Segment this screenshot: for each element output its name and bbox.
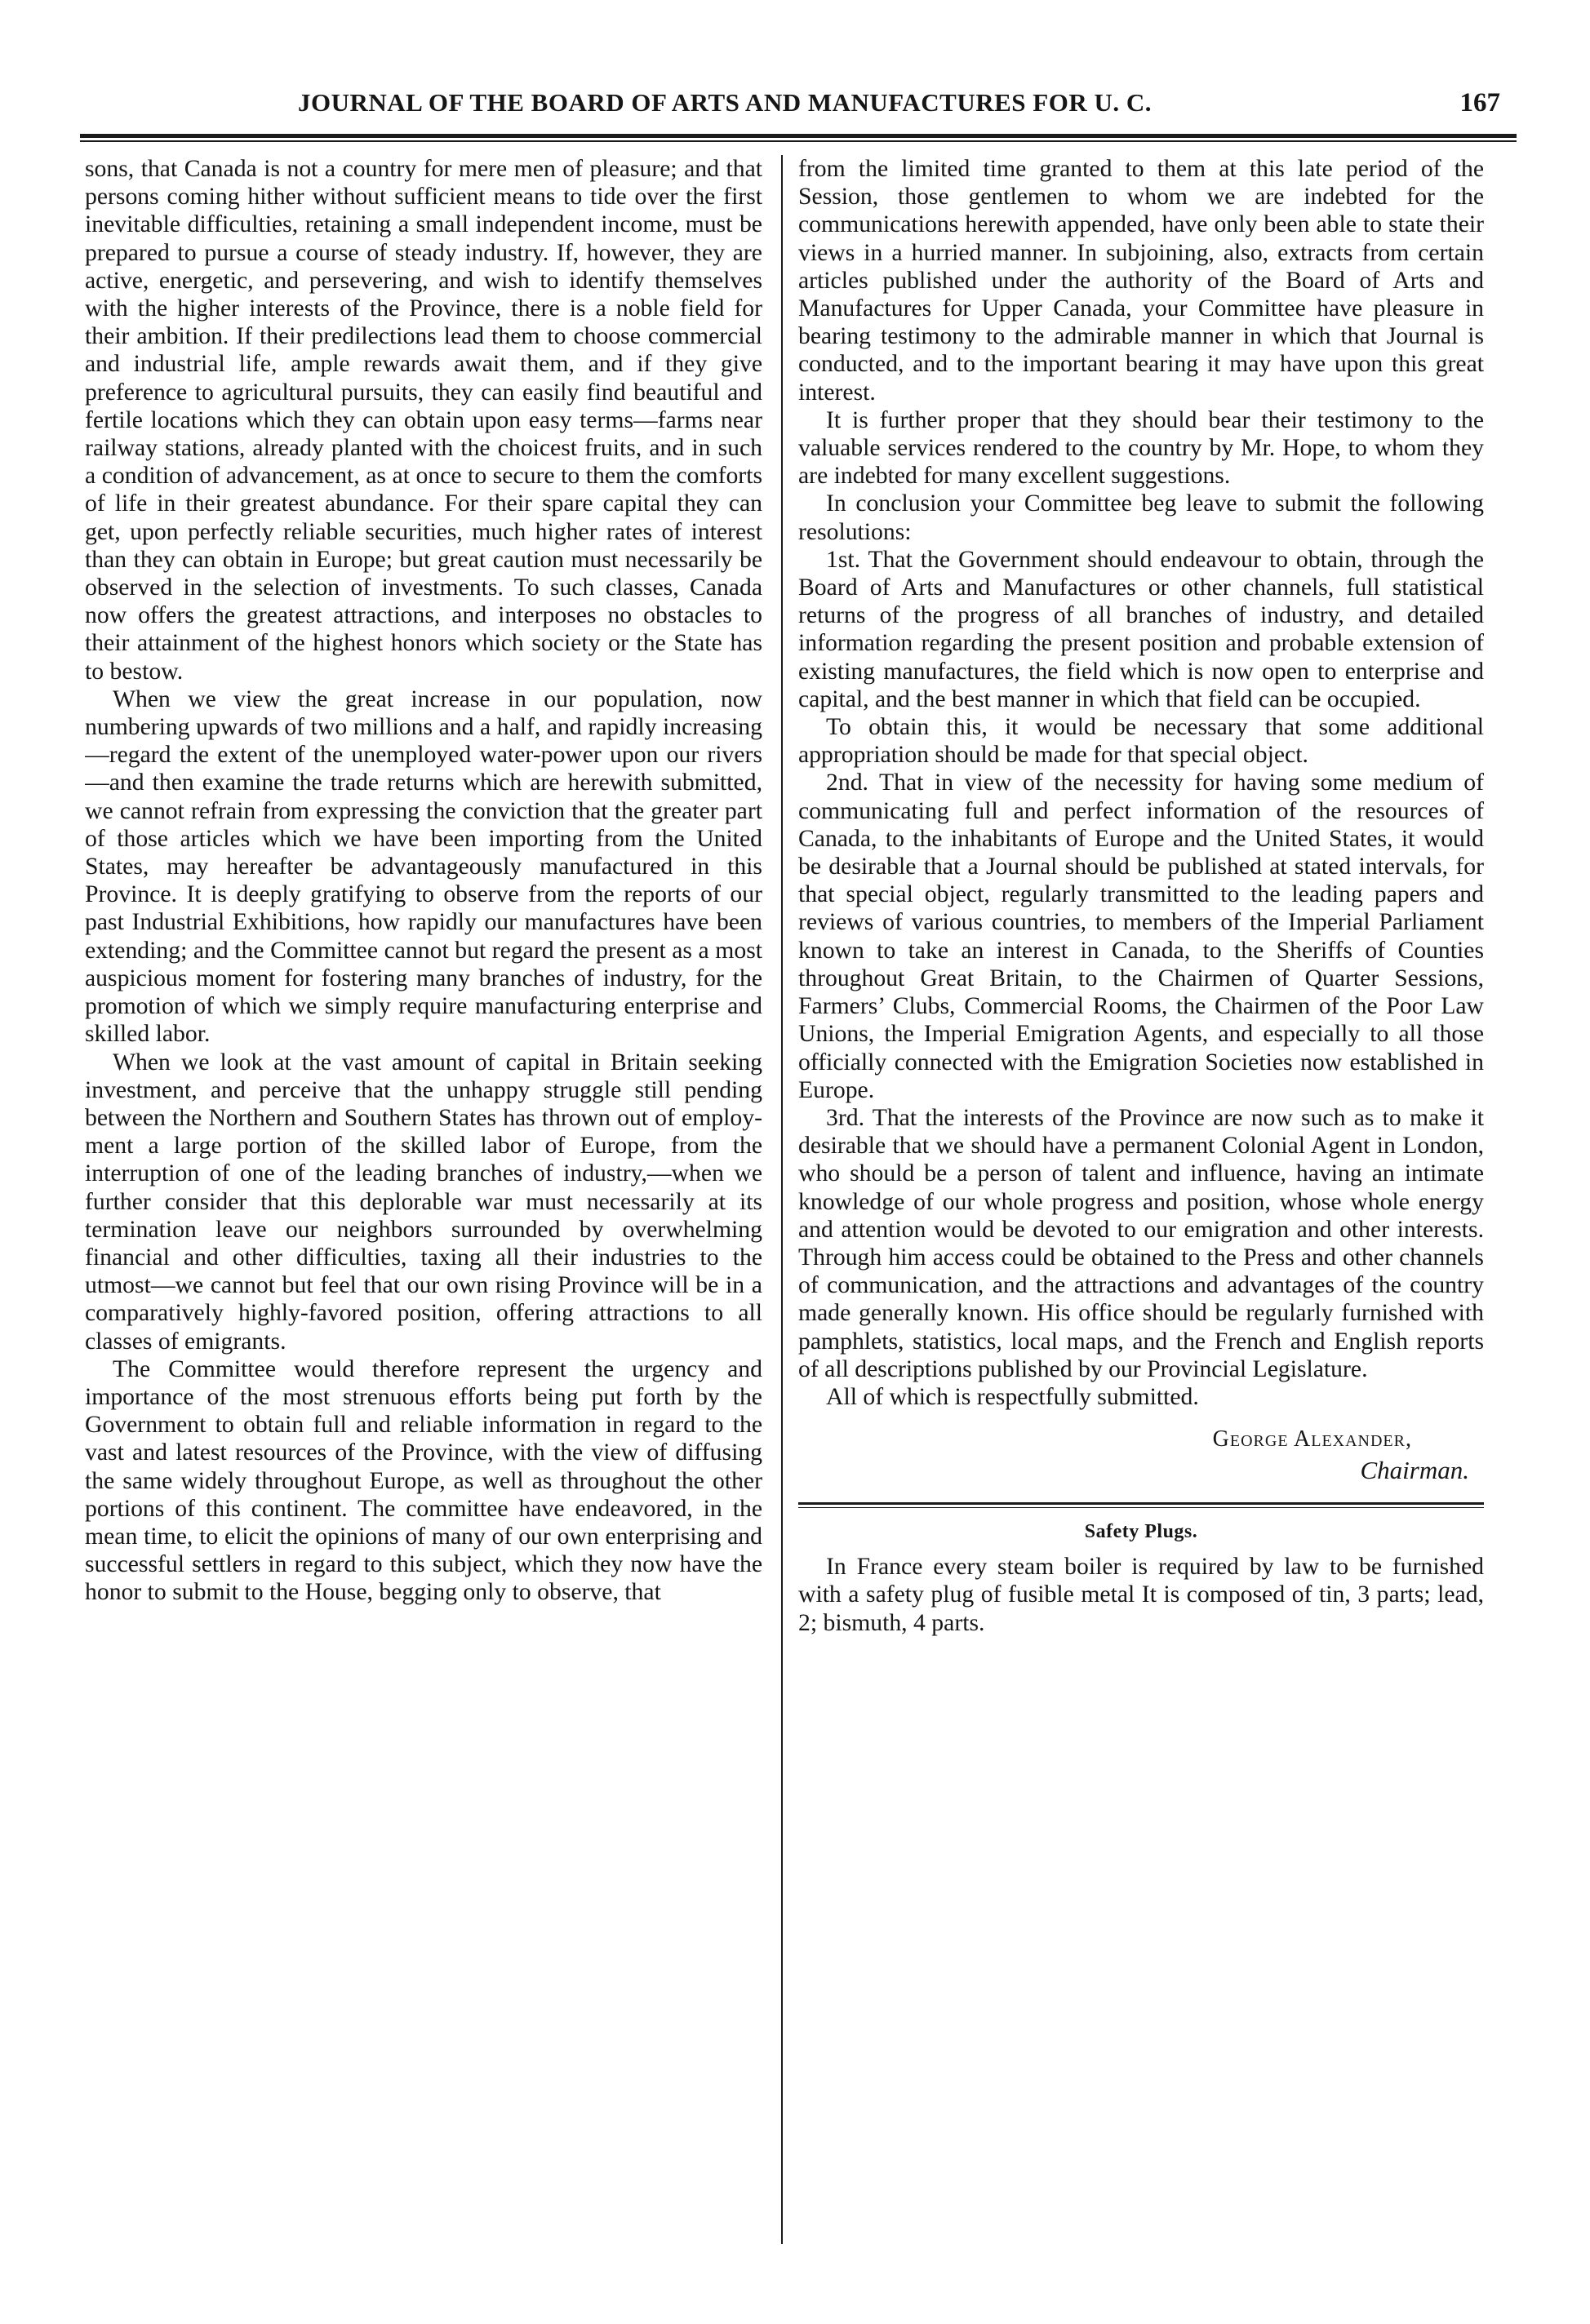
- section-paragraph: In France every steam boiler is required by law to be furnished with a safety plug of fusible metal It is composed of tin, 3 parts; lead, 2; bismuth, 4 parts.: [798, 1554, 1484, 1636]
- right-column: [798, 155, 1484, 2252]
- paragraph: To obtain this, it would be necessary that some additional appropriation should be made for that special object.: [798, 714, 1484, 769]
- left-column: [85, 155, 762, 2252]
- signature-title: Chairman.: [1360, 1456, 1469, 1485]
- paragraph: It is further proper that they should bear their testimony to the valuable services rendered to the country by Mr. Hope, to whom they are indebted for many excellent suggestions.: [798, 406, 1484, 490]
- section-divider: [798, 1502, 1484, 1508]
- signature-name: George Alexander,: [1212, 1426, 1412, 1452]
- paragraph: When we look at the vast amount of capital in Britain seeking investment, and perceive that the unhappy struggle still pending between the Northern and Southern States has thrown out of employment a large portion of the skilled labor of Europe, from the interruption of one of the leading branches of industry,—when we further consider that this deplorable war must necessarily at its termination leave our neighbors surrounded by overwhelming financial and other difficulties, taxing all their industries to the utmost—we cannot but feel that our own rising Province will be in a comparatively highly-favored position, offering attractions to all classes of emigrants.: [85, 1049, 762, 1355]
- paragraph: from the limited time granted to them at this late period of the Session, those gentlemen to whom we are indebted for the communications herewith appended, have only been able to state their views in a hurried manner. In subjoining, also, extracts from certain articles published under the authority of the Board of Arts and Manufactures for Upper Canada, your Committee have pleasure in bearing testimony to the admirable manner in which that Journal is conducted, and to the important bearing it may have upon this great interest.: [798, 156, 1484, 406]
- resolution-second: 2nd. That in view of the necessity for having some medium of communicating full and perfect information of the resources of Canada, to the inhabitants of Europe and the United States, it would be desirable that a Journal should be published at stated intervals, for that special object, regularly transmitted to the leading papers and reviews of various countries, to members of the Imperial Parliament known to take an interest in Canada, to the Sheriffs of Counties throughout Great Britain, to the Chairmen of Quarter Sessions, Farmers’ Clubs, Commercial Rooms, the Chairmen of the Poor Law Unions, the Imperial Emigration Agents, and especially to all those officially connected with the Emigration Societies now established in Europe.: [798, 769, 1484, 1103]
- paragraph: sons, that Canada is not a country for mere men of pleasure; and that persons coming hither without sufficient means to tide over the first inevitable difficulties, retaining a small independent income, must be prepared to pursue a course of steady industry. If, however, they are active, energetic, and persevering, and wish to identify themselves with the higher interests of the Province, there is a noble field for their ambition. If their predilections lead them to choose commercial and industrial life, ample rewards await them, and if they give preference to agricultural pursuits, they can easily find beautiful and fertile locations which they can obtain upon easy terms—farms near railway stations, already planted with the choicest fruits, and in such a condition of advancement, as at once to secure to them the comforts of life in their greatest abundance. For their spare capital they can get, upon perfectly reliable securities, much higher rates of interest than they can obtain in Europe; but great caution must necessarily be observed in the selection of investments. To such classes, Canada now offers the greatest attractions, and interposes no obstacles to their attainment of the highest honors which society or the State has to bestow.: [85, 156, 762, 685]
- page-number: 167: [1459, 88, 1500, 118]
- header-rule-thick: [80, 134, 1517, 138]
- page-header: [80, 78, 1517, 131]
- paragraph: In conclusion your Committee beg leave to submit the following resolutions:: [798, 490, 1484, 545]
- paragraph: The Committee would therefore represent the urgency and importance of the most strenuous efforts being put forth by the Government to obtain full and reliable information in regard to the vast and latest resources of the Province, with the view of diffusing the same widely throughout Europe, as well as throughout the other portions of this continent. The committee have endeavored, in the mean time, to elicit the opinions of many of our own enterprising and successful settlers in regard to this subject, which they now have the honor to submit to the House, begging only to observe, that: [85, 1355, 762, 1606]
- paragraph: When we view the great increase in our population, now numbering upwards of two millions and a half, and rapidly increasing—regard the extent of the unemployed water-power upon our rivers—and then examine the trade returns which are herewith submitted, we cannot refrain from expressing the conviction that the greater part of those articles which we have been importing from the United States, may hereafter be advantageously manufactured in this Province. It is deeply gratifying to observe from the reports of our past Industrial Exhibitions, how rapidly our manufactures have been extending; and the Committee cannot but regard the present as a most auspicious moment for fostering many branches of industry, for the promotion of which we simply require manufacturing enterprise and skilled labor.: [85, 685, 762, 1048]
- closing-line: All of which is respectfully submitted.: [826, 1383, 1199, 1410]
- running-head: JOURNAL OF THE BOARD OF ARTS AND MANUFACTURES FOR U. C.: [297, 88, 1153, 117]
- column-divider: [781, 155, 783, 2244]
- header-rule-thin: [80, 140, 1517, 142]
- section-heading: Safety Plugs.: [1084, 1521, 1198, 1543]
- resolution-third: 3rd. That the interests of the Province are now such as to make it desirable that we should have a permanent Colonial Agent in London, who should be a person of talent and influence, having an intimate knowledge of our whole progress and position, whose whole energy and attention would be devoted to our emigration and other interests. Through him access could be obtained to the Press and other channels of communication, and the attractions and advantages of the country made generally known. His office should be regularly furnished with pamphlets, statistics, local maps, and the French and English reports of all descriptions published by our Provincial Legislature.: [798, 1104, 1484, 1382]
- resolution-first: 1st. That the Government should endeavour to obtain, through the Board of Arts and Manufactures or other channels, full statistical returns of the progress of all branches of industry, and detailed information regarding the present position and probable extension of existing manufactures, the field which is now open to enterprise and capital, and the best manner in which that field can be occupied.: [798, 546, 1484, 712]
- signature-block: [798, 1424, 1484, 1486]
